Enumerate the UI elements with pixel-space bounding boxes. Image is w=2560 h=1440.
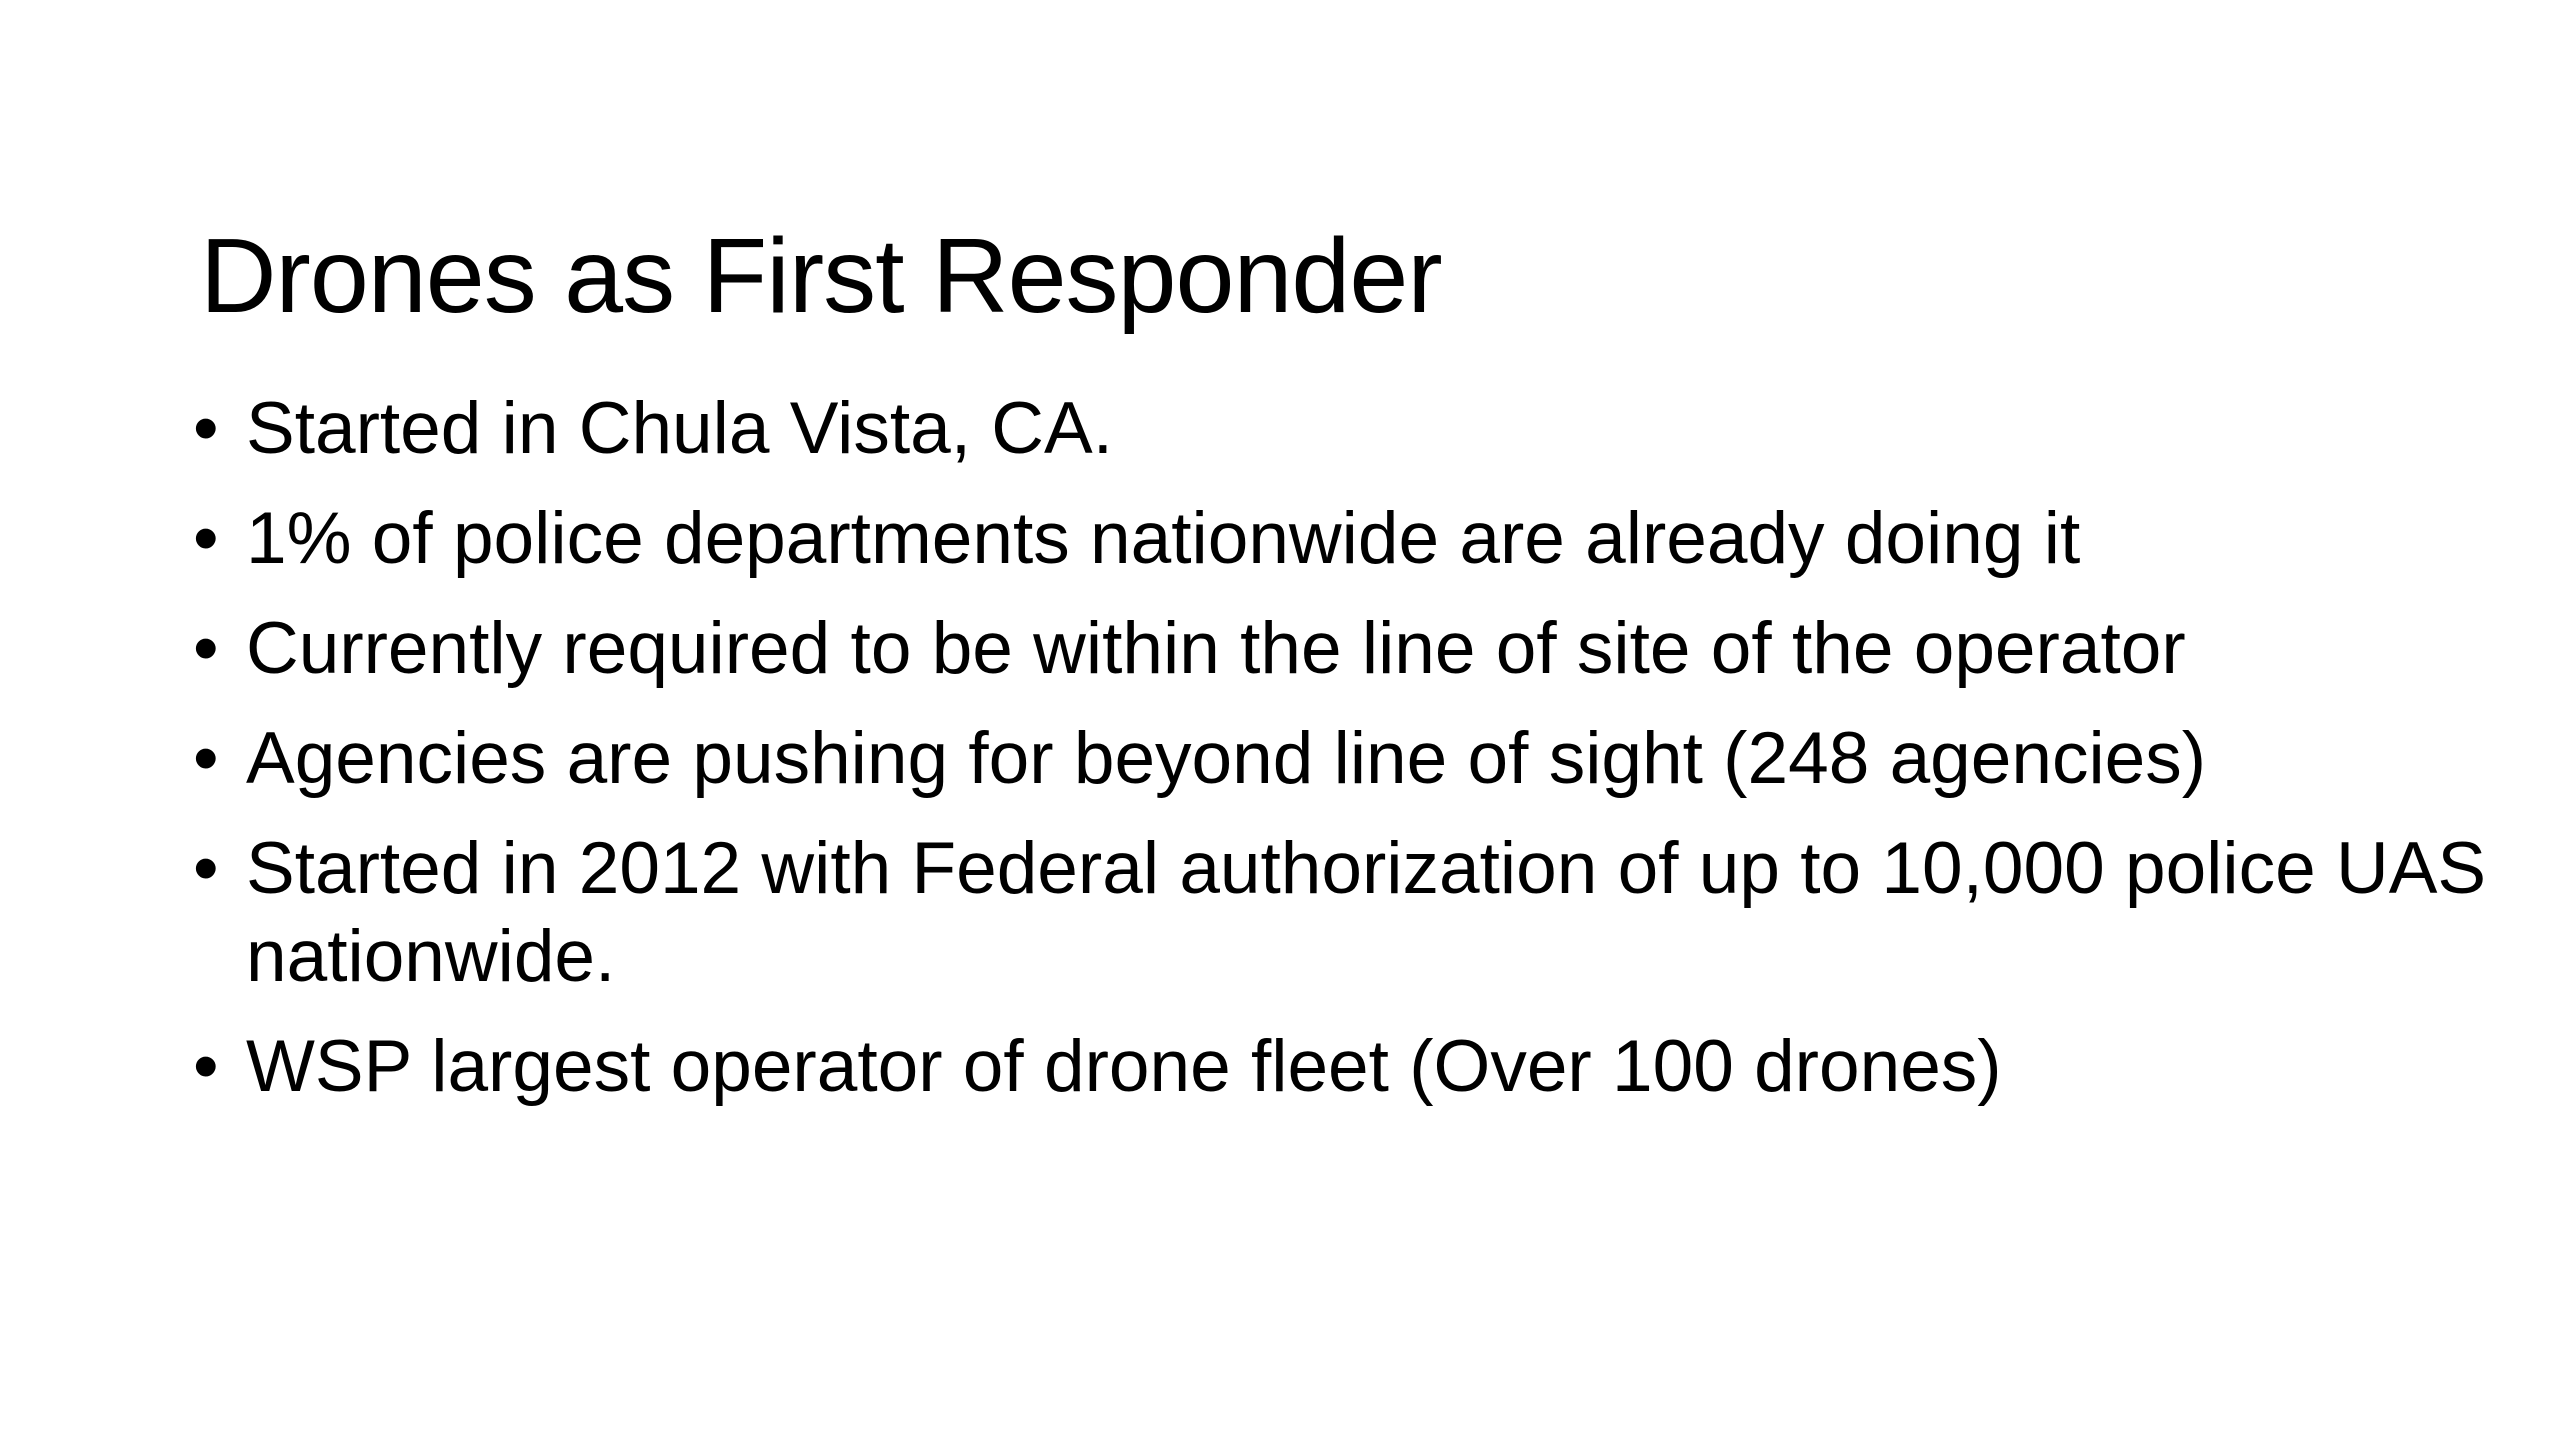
bullet-text: Started in 2012 with Federal authorization of up to 10,000 police UAS nationwide. (246, 828, 2487, 997)
bullet-text: Started in Chula Vista, CA. (246, 388, 1113, 469)
bullet-marker: • (193, 498, 219, 579)
bullet-item (193, 605, 2503, 693)
bullet-text: Agencies are pushing for beyond line of sight (248 agencies) (246, 718, 2207, 799)
bullet-marker: • (193, 608, 219, 689)
bullet-text: Currently required to be within the line of site of the operator (246, 608, 2186, 689)
slide-title: Drones as First Responder (200, 217, 1442, 336)
bullet-text: 1% of police departments nationwide are already doing it (246, 498, 2081, 579)
bullet-text: WSP largest operator of drone fleet (Over 100 drones) (246, 1026, 2002, 1107)
bullet-marker: • (193, 718, 219, 799)
bullet-item (193, 385, 2503, 473)
bullet-item (193, 1023, 2503, 1111)
bullet-list (193, 385, 2503, 1133)
bullet-item (193, 715, 2503, 803)
bullet-item (193, 825, 2503, 1001)
bullet-marker: • (193, 828, 219, 909)
bullet-item (193, 495, 2503, 583)
bullet-marker: • (193, 388, 219, 469)
bullet-marker: • (193, 1026, 219, 1107)
